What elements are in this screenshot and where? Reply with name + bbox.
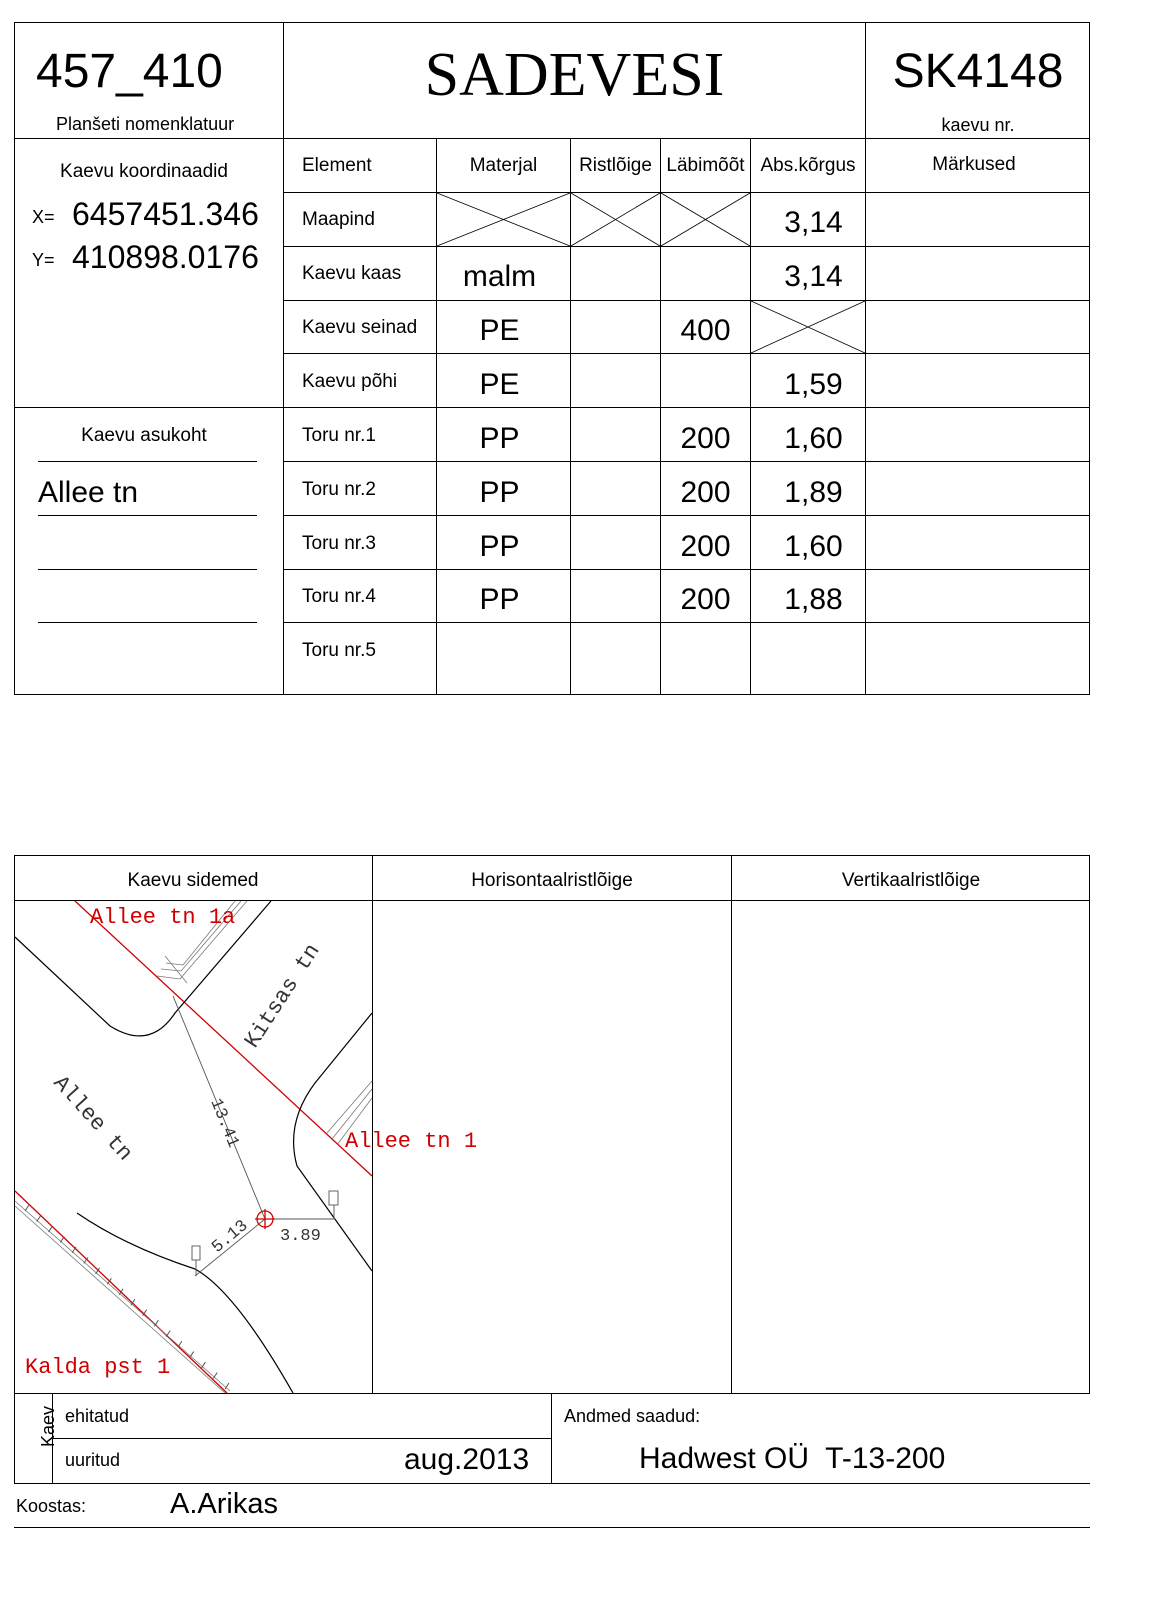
footer-data-from: Hadwest OÜ T-13-200	[639, 1442, 946, 1475]
col-header-element: Element	[302, 155, 372, 176]
row-element: Toru nr.2	[302, 479, 376, 500]
col-header-korgus: Abs.kõrgus	[760, 155, 856, 176]
row-materjal: PP	[479, 422, 520, 455]
fence-tick	[37, 1215, 41, 1221]
row-element: Toru nr.3	[302, 533, 376, 554]
row-element: Toru nr.1	[302, 425, 376, 446]
row-element: Kaevu põhi	[302, 371, 398, 392]
row-korgus: 1,59	[784, 368, 843, 401]
footer-side-label: Kaev	[38, 1405, 58, 1447]
street-label-kitsas: Kitsas tn	[239, 939, 326, 1053]
fence-tick	[25, 1205, 29, 1211]
fence-tick	[60, 1236, 64, 1242]
plan-nomenclature: 457_410	[36, 45, 223, 98]
row-korgus: 1,60	[784, 530, 843, 563]
row-korgus: 1,60	[784, 422, 843, 455]
footer-surveyed-label: uuritud	[65, 1450, 121, 1470]
coordinates-label: Kaevu koordinaadid	[60, 161, 228, 182]
fence-tick	[178, 1341, 182, 1347]
row-element: Kaevu kaas	[302, 263, 402, 284]
footer-surveyed-date: aug.2013	[404, 1443, 530, 1476]
crossed-cell-seinad-korgus	[751, 301, 865, 353]
well-number: SK4148	[892, 45, 1064, 98]
fence-tick	[166, 1331, 170, 1337]
well-number-label: kaevu nr.	[941, 115, 1015, 135]
row-materjal: PP	[479, 530, 520, 563]
location-line-1: Allee tn	[38, 476, 139, 509]
coord-x-value: 6457451.346	[72, 196, 259, 232]
footer-built-label: ehitatud	[65, 1406, 130, 1426]
coord-x-label: X=	[32, 207, 55, 227]
fence-tick	[49, 1226, 53, 1232]
tie-distance: 13.41	[205, 1096, 243, 1151]
row-labimoot: 200	[680, 476, 731, 509]
row-materjal: PE	[479, 368, 520, 401]
footer-author-label: Koostas:	[16, 1496, 87, 1516]
section-title-vertical: Vertikaalristlõige	[841, 870, 981, 891]
row-labimoot: 400	[680, 314, 731, 347]
row-korgus: 3,14	[784, 260, 843, 293]
location-label: Kaevu asukoht	[81, 425, 207, 446]
row-element: Kaevu seinad	[302, 317, 418, 338]
row-materjal: malm	[462, 260, 537, 293]
coord-y-value: 410898.0176	[72, 239, 259, 275]
plan-nomenclature-label: Planšeti nomenklatuur	[56, 114, 235, 134]
parcel-label-allee-1a: Allee tn 1a	[90, 905, 236, 930]
tie-distance: 5.13	[208, 1216, 253, 1258]
row-materjal: PP	[479, 476, 520, 509]
site-plan-sketch	[15, 901, 478, 1393]
row-korgus: 1,88	[784, 583, 843, 616]
crossed-cell-maapind-ristloige	[571, 193, 660, 246]
crossed-cell-maapind-labimoot	[661, 193, 750, 246]
row-element: Toru nr.4	[302, 586, 376, 607]
row-labimoot: 200	[680, 530, 731, 563]
footer-data-from-label: Andmed saadud:	[564, 1406, 701, 1426]
col-header-labimoot: Läbimõõt	[666, 155, 745, 176]
row-korgus: 3,14	[784, 206, 843, 239]
parcel-label-kalda: Kalda pst 1	[25, 1355, 171, 1380]
footer-author: A.Arikas	[170, 1488, 278, 1520]
row-labimoot: 200	[680, 422, 731, 455]
col-header-markused: Märkused	[932, 154, 1016, 175]
row-korgus: 1,89	[784, 476, 843, 509]
section-title-ties: Kaevu sidemed	[127, 870, 259, 891]
section-title-horizontal: Horisontaalristlõige	[471, 870, 633, 891]
parcel-label-allee-1: Allee tn 1	[345, 1129, 478, 1154]
coord-y-label: Y=	[32, 250, 55, 270]
col-header-ristloige: Ristlõige	[579, 155, 652, 176]
tie-distance: 3.89	[280, 1227, 321, 1246]
row-materjal: PE	[479, 314, 520, 347]
street-label-allee: Allee tn	[47, 1070, 138, 1167]
row-materjal: PP	[479, 583, 520, 616]
row-labimoot: 200	[680, 583, 731, 616]
page-title: SADEVESI	[424, 41, 725, 109]
row-element: Maapind	[302, 209, 375, 230]
row-element: Toru nr.5	[302, 640, 376, 661]
col-header-materjal: Materjal	[469, 155, 538, 176]
crossed-cell-maapind-materjal	[437, 193, 570, 246]
